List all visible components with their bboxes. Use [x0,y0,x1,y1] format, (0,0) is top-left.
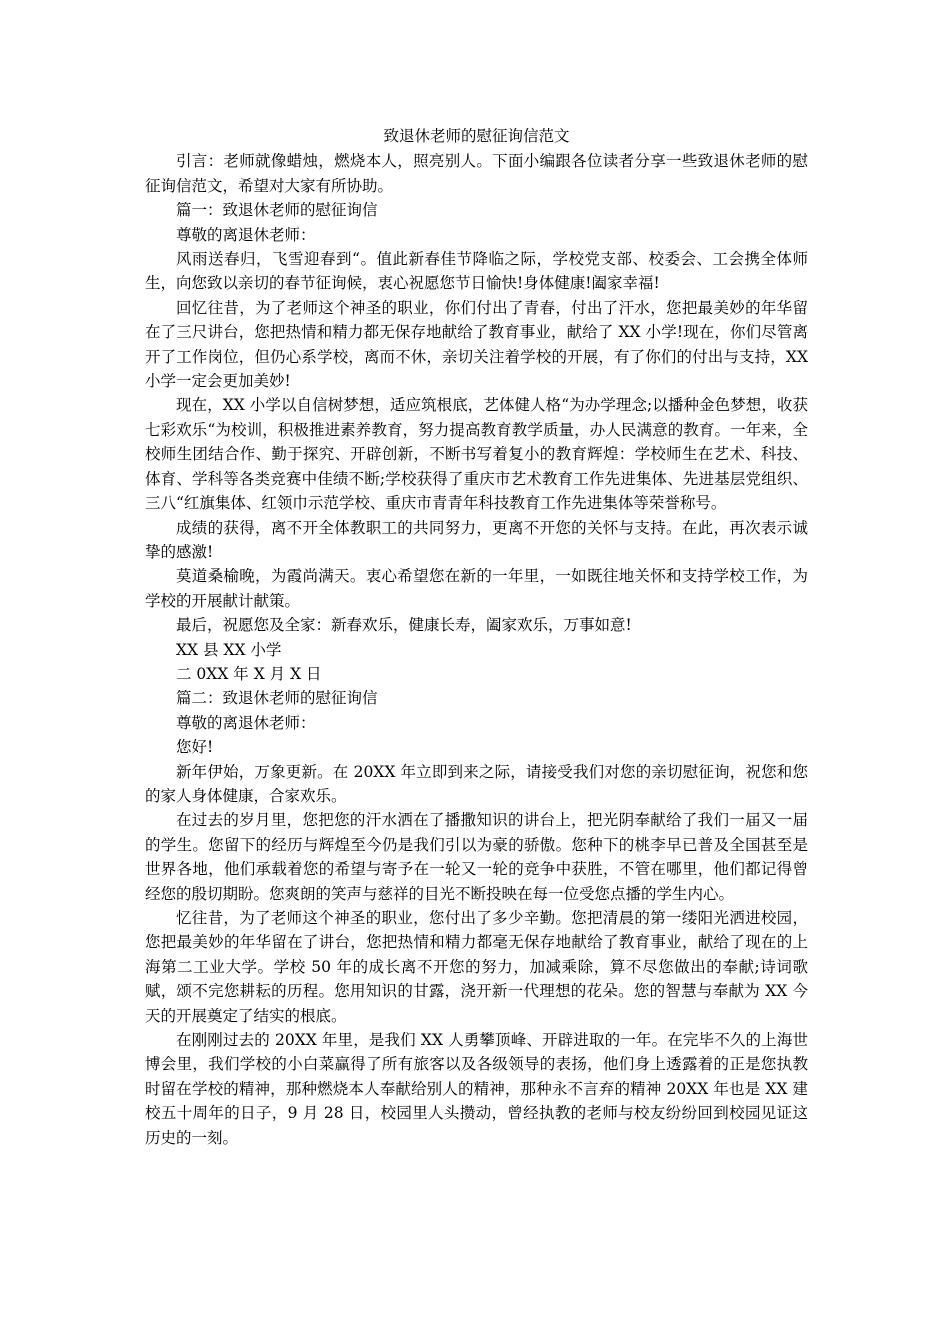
body-paragraph: 新年伊始，万象更新。在 20XX 年立即到来之际，请接受我们对您的亲切慰征询，祝您和您的家人身体健康，合家欢乐。 [145,762,808,805]
body-paragraph: 现在，XX 小学以自信树梦想，适应筑根底，艺体健人格“为办学理念;以播种金色梦想，收获七彩欢乐“为校训，积极推进素养教育，努力提高教育教学质量，办人民满意的教育。一年来，全校师生团结合作、勤于探究、开辟创新，不断书写着复小的教育辉煌：学校师生在艺术、科技、体育、学科等各类竞赛中佳绩不断;学校获得了重庆市艺术教育工作先进集体、先进基层党组织、三八“红旗集体、红领巾示范学校、重庆市青青年科技教育工作先进集体等荣誉称号。 [145,396,808,513]
document-page [145,124,808,1150]
body-paragraph: 在过去的岁月里，您把您的汗水洒在了播撒知识的讲台上，把光阴奉献给了我们一届又一届的学生。您留下的经历与辉煌至今仍是我们引以为豪的骄傲。您种下的桃李早已普及全国甚至是世界各地，他们承载着您的希望与寄予在一轮又一轮的竞争中获胜，不管在哪里，他们都记得曾经您的殷切期盼。您爽朗的笑声与慈祥的目光不断投映在每一位受您点播的学生内心。 [145,811,808,903]
body-paragraph: 回忆往昔，为了老师这个神圣的职业，你们付出了青春，付出了汗水，您把最美妙的年华留在了三尺讲台，您把热情和精力都无保存地献给了教育事业，献给了 XX 小学!现在，你们尽管离开了工作岗位，但仍心系学校，离而不休，亲切关注着学校的开展，有了你们的付出与支持，XX 小学一定会更加美妙! [145,298,808,391]
intro-paragraph: 引言：老师就像蜡烛，燃烧本人，照亮别人。下面小编跟各位读者分享一些致退休老师的慰征询信范文，希望对大家有所协助。 [145,152,808,195]
document-title: 致退休老师的慰征询信范文 [383,127,570,145]
body-paragraph: 忆往昔，为了老师这个神圣的职业，您付出了多少辛勤。您把清晨的第一缕阳光洒进校园，您把最美妙的年华留在了讲台，您把热情和精力都毫无保存地献给了教育事业，献给了现在的上海第二工业大学。学校 50 年的成长离不开您的努力，加减乘除，算不尽您做出的奉献;诗词歌赋，颂不完您耕耘的历程。您用知识的甘露，浇开新一代理想的花朵。您的智慧与奉献为 XX 今天的开展奠定了结实的根底。 [145,909,808,1025]
body-paragraph: 风雨送春归，飞雪迎春到“。值此新春佳节降临之际，学校党支部、校委会、工会携全体师生，向您致以亲切的春节征询候，衷心祝愿您节日愉快!身体健康!阖家幸福! [145,250,808,293]
closing-wishes: 最后，祝愿您及全家：新春欢乐，健康长寿，阖家欢乐，万事如意! [176,616,632,635]
section-heading-1: 篇一：致退休老师的慰征询信 [176,201,378,220]
body-paragraph: 在刚刚过去的 20XX 年里，是我们 XX 人勇攀顶峰、开辟进取的一年。在完毕不久的上海世博会里，我们学校的小白菜赢得了所有旅客以及各级领导的表扬，他们身上透露着的正是您执教时留在学校的精神，那种燃烧本人奉献给别人的精神，那种永不言弃的精神 20XX 年也是 XX 建校五十周年的日子，9 月 28 日，校园里人头攒动，曾经执教的老师与校友纷纷回到校园见证这历史的一刻。 [145,1031,808,1147]
greeting: 您好! [176,738,214,757]
body-paragraph: 成绩的获得，离不开全体教职工的共同努力，更离不开您的关怀与支持。在此，再次表示诚挚的感激! [145,518,808,561]
signature-school: XX 县 XX 小学 [176,640,282,659]
body-paragraph: 莫道桑榆晚，为霞尚满天。衷心希望您在新的一年里，一如既往地关怀和支持学校工作，为学校的开展献计献策。 [145,567,808,610]
signature-date: 二 0XX 年 X 月 X 日 [176,664,322,683]
salutation-2: 尊敬的离退休老师： [176,713,316,732]
section-heading-2: 篇二：致退休老师的慰征询信 [176,689,378,708]
salutation-1: 尊敬的离退休老师： [176,225,316,244]
